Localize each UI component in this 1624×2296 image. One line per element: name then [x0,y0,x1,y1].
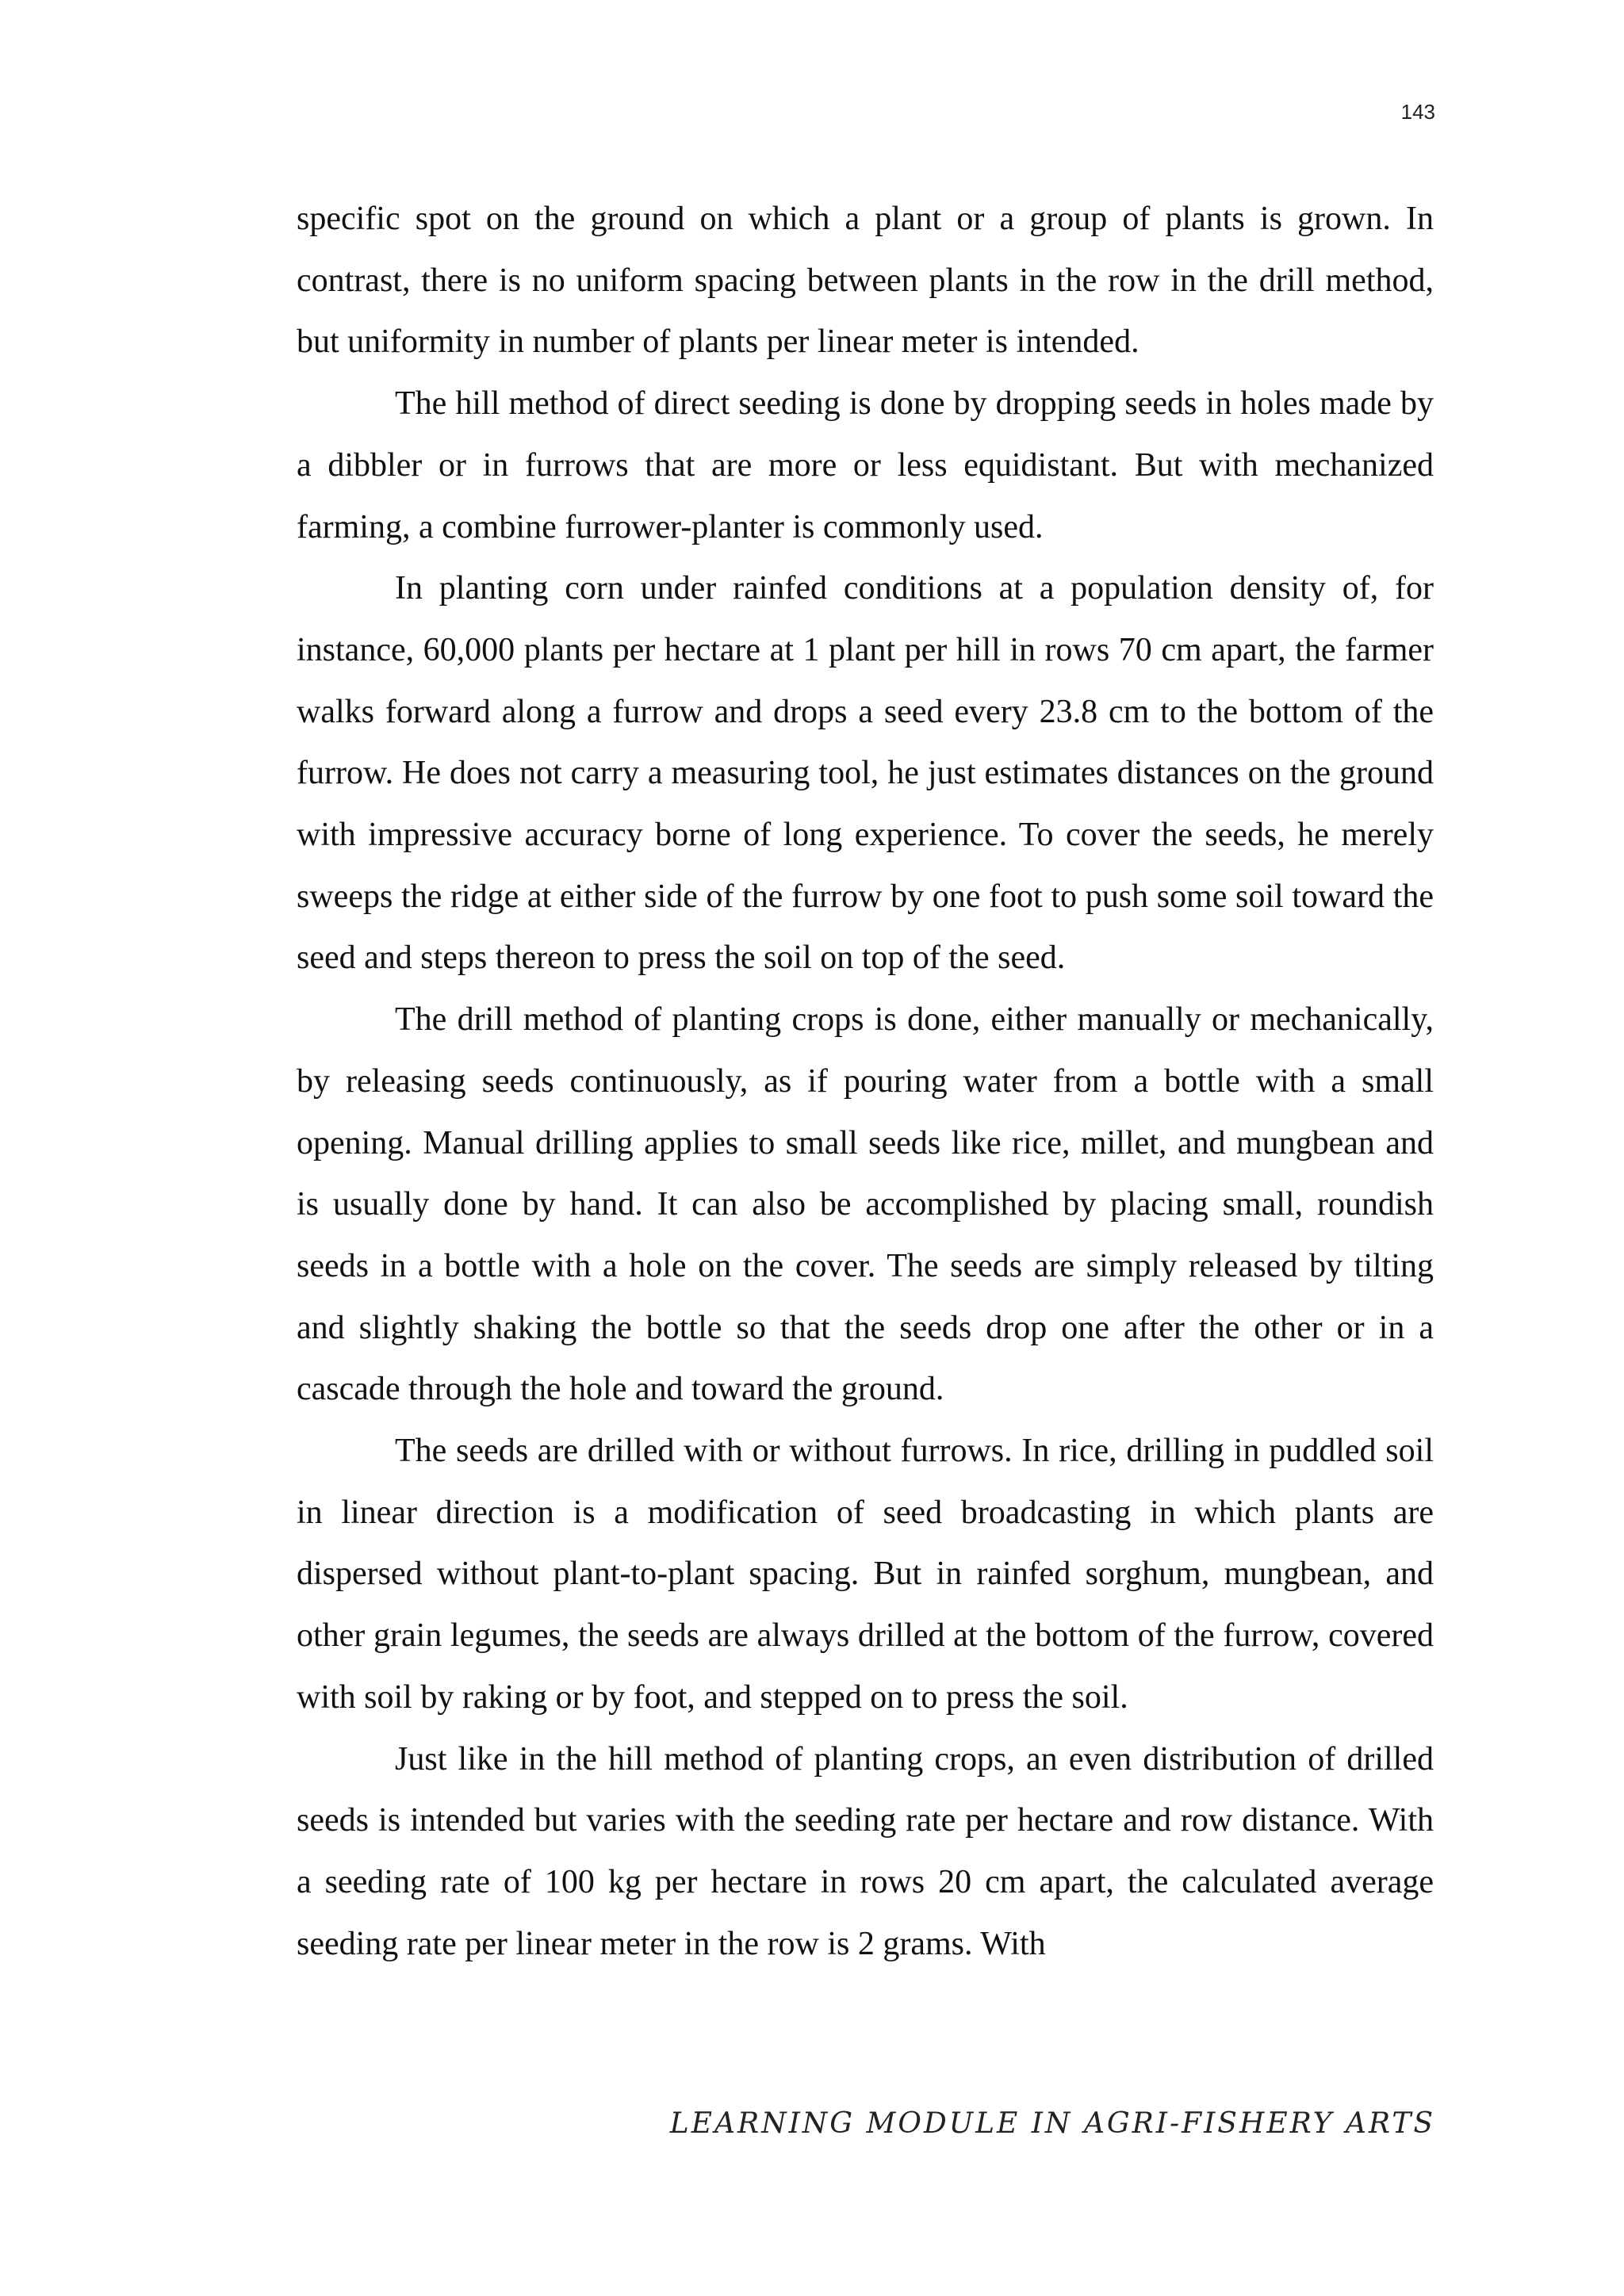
document-body [297,189,1434,1975]
paragraph-drilled-seeds: The seeds are drilled with or without furrows. In rice, drilling in puddled soil in linear direction is a modification of seed broadcasting in which plants are dispersed without plant-to-plant spacing. But in rainfed sorghum, mungbean, and other grain legumes, the seeds are always drilled at the bottom of the furrow, covered with soil by raking or by foot, and stepped on to press the soil. [297,1433,1434,1716]
footer-module-title: LEARNING MODULE IN AGRI-FISHERY ARTS [669,2107,1435,2140]
paragraph-drill-method: The drill method of planting crops is done, either manually or mechanically, by releasing seeds continuously, as if pouring water from a bottle with a small opening. Manual drilling applies to small seeds like rice, millet, and mungbean and is usually done by hand. It can also be accomplished by placing small, roundish seeds in a bottle with a hole on the cover. The seeds are simply released by tilting and slightly shaking the bottle so that the seeds drop one after the other or in a cascade through the hole and toward the ground. [297,1001,1434,1408]
page-number: 143 [1400,100,1435,124]
paragraph-seed-distribution: Just like in the hill method of planting crops, an even distribution of drilled seeds is intended but varies with the seeding rate per hectare and row distance. With a seeding rate of 100 kg per hectare in rows 20 cm apart, the calculated average seeding rate per linear meter in the row is 2 grams. With [297,1740,1434,1962]
paragraph-hill-method: The hill method of direct seeding is done by dropping seeds in holes made by a dibbler or in furrows that are more or less equidistant. But with mechanized farming, a combine furrower-planter is commonly used. [297,385,1434,545]
paragraph-corn-planting: In planting corn under rainfed conditions at a population density of, for instance, 60,000 plants per hectare at 1 plant per hill in rows 70 cm apart, the farmer walks forward along a furrow and drops a seed every 23.8 cm to the bottom of the furrow. He does not carry a measuring tool, he just estimates distances on the ground with impressive accuracy borne of long experience. To cover the seeds, he merely sweeps the ridge at either side of the furrow by one foot to push some soil toward the seed and steps thereon to press the soil on top of the seed. [297,570,1434,977]
paragraph-continuation: specific spot on the ground on which a plant or a group of plants is grown. In contrast, there is no uniform spacing between plants in the row in the drill method, but uniformity in number of plants per linear meter is intended. [297,201,1434,361]
